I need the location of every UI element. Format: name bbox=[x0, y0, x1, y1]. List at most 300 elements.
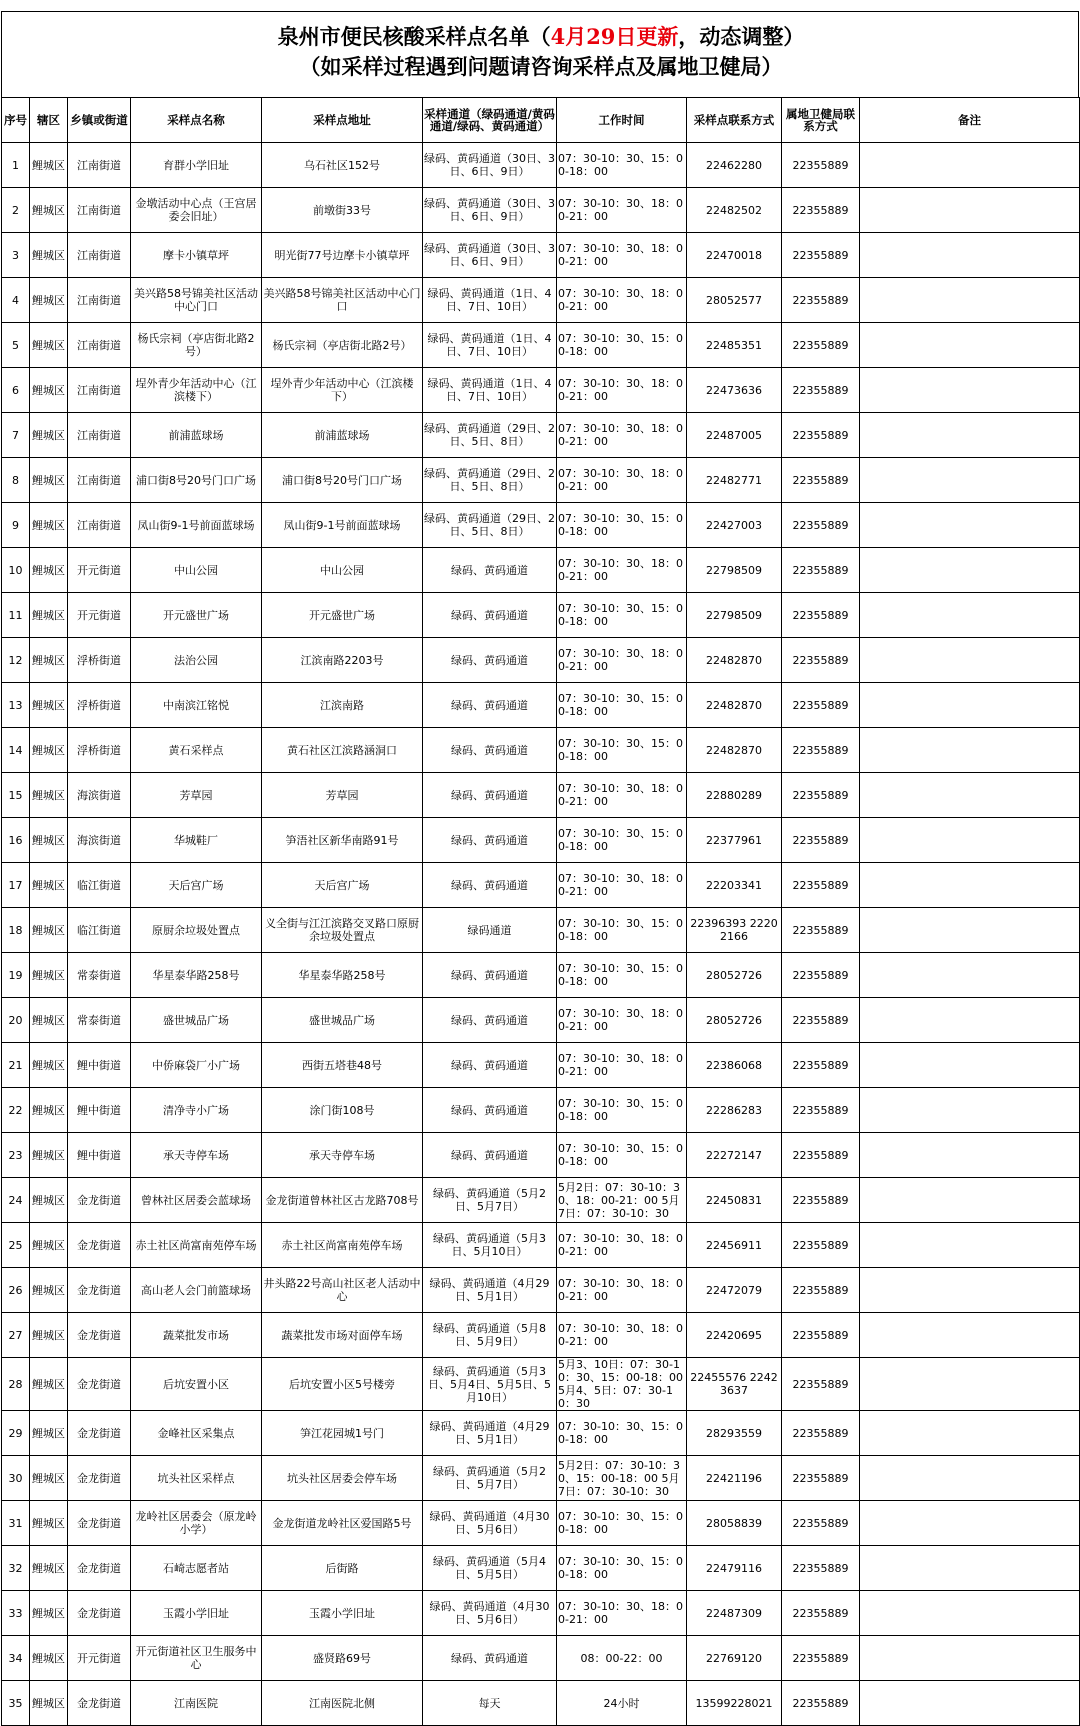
cell-site-name: 金墩活动中心点（王宫居委会旧址） bbox=[131, 188, 262, 233]
cell-remark bbox=[860, 953, 1080, 998]
cell-site-name: 天后宫广场 bbox=[131, 863, 262, 908]
header-hours: 工作时间 bbox=[557, 98, 687, 143]
cell-no: 19 bbox=[2, 953, 30, 998]
cell-hours: 07：30-10：30、15：00-18：00 bbox=[557, 728, 687, 773]
table-header-row bbox=[2, 98, 1080, 143]
cell-address: 义全街与江江滨路交叉路口原厨余垃圾处置点 bbox=[262, 908, 423, 953]
cell-district: 鲤城区 bbox=[30, 548, 68, 593]
cell-contact: 22456911 bbox=[687, 1223, 782, 1268]
header-street: 乡镇或街道 bbox=[68, 98, 131, 143]
cell-channel: 绿码、黄码通道（29日、2日、5日、8日） bbox=[423, 458, 557, 503]
cell-site-name: 美兴路58号锦美社区活动中心门口 bbox=[131, 278, 262, 323]
cell-health-bureau: 22355889 bbox=[782, 728, 860, 773]
cell-address: 涂门街108号 bbox=[262, 1088, 423, 1133]
cell-site-name: 摩卡小镇草坪 bbox=[131, 233, 262, 278]
cell-channel: 绿码、黄码通道（29日、2日、5日、8日） bbox=[423, 413, 557, 458]
table-row bbox=[2, 773, 1080, 818]
cell-remark bbox=[860, 998, 1080, 1043]
cell-no: 18 bbox=[2, 908, 30, 953]
cell-hours: 5月3、10日：07：30-10：30、15：00-18：00 5月4、5日：07：30-10：30 bbox=[557, 1358, 687, 1411]
cell-no: 33 bbox=[2, 1591, 30, 1636]
cell-contact: 28052577 bbox=[687, 278, 782, 323]
cell-district: 鲤城区 bbox=[30, 1268, 68, 1313]
cell-street: 金龙街道 bbox=[68, 1268, 131, 1313]
cell-hours: 07：30-10：30、18：00-21：00 bbox=[557, 278, 687, 323]
cell-district: 鲤城区 bbox=[30, 458, 68, 503]
cell-street: 临江街道 bbox=[68, 863, 131, 908]
cell-contact: 28058839 bbox=[687, 1501, 782, 1546]
cell-contact: 22482502 bbox=[687, 188, 782, 233]
table-row bbox=[2, 1043, 1080, 1088]
cell-no: 23 bbox=[2, 1133, 30, 1178]
cell-district: 鲤城区 bbox=[30, 728, 68, 773]
cell-contact: 22798509 bbox=[687, 593, 782, 638]
cell-district: 鲤城区 bbox=[30, 1591, 68, 1636]
cell-channel: 绿码、黄码通道（1日、4日、7日、10日） bbox=[423, 323, 557, 368]
cell-address: 西街五塔巷48号 bbox=[262, 1043, 423, 1088]
cell-channel: 绿码、黄码通道（4月29日、5月1日） bbox=[423, 1411, 557, 1456]
cell-street: 江南街道 bbox=[68, 458, 131, 503]
cell-site-name: 赤土社区尚富南苑停车场 bbox=[131, 1223, 262, 1268]
cell-street: 江南街道 bbox=[68, 278, 131, 323]
table-row bbox=[2, 188, 1080, 233]
cell-health-bureau: 22355889 bbox=[782, 818, 860, 863]
cell-health-bureau: 22355889 bbox=[782, 188, 860, 233]
cell-contact: 28293559 bbox=[687, 1411, 782, 1456]
cell-site-name: 芳草园 bbox=[131, 773, 262, 818]
cell-remark bbox=[860, 908, 1080, 953]
cell-address: 美兴路58号锦美社区活动中心门口 bbox=[262, 278, 423, 323]
cell-health-bureau: 22355889 bbox=[782, 1223, 860, 1268]
cell-contact: 22482870 bbox=[687, 683, 782, 728]
cell-no: 11 bbox=[2, 593, 30, 638]
cell-health-bureau: 22355889 bbox=[782, 323, 860, 368]
cell-health-bureau: 22355889 bbox=[782, 1546, 860, 1591]
cell-address: 开元盛世广场 bbox=[262, 593, 423, 638]
header-address: 采样点地址 bbox=[262, 98, 423, 143]
cell-district: 鲤城区 bbox=[30, 503, 68, 548]
table-row bbox=[2, 683, 1080, 728]
cell-contact: 28052726 bbox=[687, 953, 782, 998]
cell-address: 华星泰华路258号 bbox=[262, 953, 423, 998]
cell-district: 鲤城区 bbox=[30, 818, 68, 863]
cell-street: 鲤中街道 bbox=[68, 1088, 131, 1133]
cell-health-bureau: 22355889 bbox=[782, 1501, 860, 1546]
table-row bbox=[2, 1358, 1080, 1411]
cell-remark bbox=[860, 188, 1080, 233]
cell-health-bureau: 22355889 bbox=[782, 1313, 860, 1358]
table-row bbox=[2, 908, 1080, 953]
table-row bbox=[2, 1636, 1080, 1681]
table-row bbox=[2, 548, 1080, 593]
table-row bbox=[2, 593, 1080, 638]
table-row bbox=[2, 863, 1080, 908]
cell-hours: 07：30-10：30、18：00-21：00 bbox=[557, 1223, 687, 1268]
cell-no: 12 bbox=[2, 638, 30, 683]
cell-address: 笋江花园城1号门 bbox=[262, 1411, 423, 1456]
cell-contact: 22386068 bbox=[687, 1043, 782, 1088]
cell-address: 金龙街道曾林社区古龙路708号 bbox=[262, 1178, 423, 1223]
cell-district: 鲤城区 bbox=[30, 908, 68, 953]
cell-district: 鲤城区 bbox=[30, 233, 68, 278]
cell-district: 鲤城区 bbox=[30, 1088, 68, 1133]
cell-contact: 22450831 bbox=[687, 1178, 782, 1223]
cell-site-name: 华星泰华路258号 bbox=[131, 953, 262, 998]
cell-hours: 07：30-10：30、18：00-21：00 bbox=[557, 1268, 687, 1313]
cell-street: 鲤中街道 bbox=[68, 1043, 131, 1088]
cell-site-name: 华城鞋厂 bbox=[131, 818, 262, 863]
cell-contact: 22487309 bbox=[687, 1591, 782, 1636]
cell-contact: 22479116 bbox=[687, 1546, 782, 1591]
cell-contact: 22462280 bbox=[687, 143, 782, 188]
cell-remark bbox=[860, 323, 1080, 368]
header-channel: 采样通道（绿码通道/黄码通道/绿码、黄码通道） bbox=[423, 98, 557, 143]
cell-site-name: 开元街道社区卫生服务中心 bbox=[131, 1636, 262, 1681]
cell-channel: 绿码、黄码通道（30日、3日、6日、9日） bbox=[423, 188, 557, 233]
cell-hours: 07：30-10：30、18：00-21：00 bbox=[557, 998, 687, 1043]
cell-site-name: 玉霞小学旧址 bbox=[131, 1591, 262, 1636]
cell-address: 埕外青少年活动中心（江滨楼下） bbox=[262, 368, 423, 413]
cell-remark bbox=[860, 1223, 1080, 1268]
cell-channel: 绿码、黄码通道（4月30日、5月6日） bbox=[423, 1591, 557, 1636]
cell-district: 鲤城区 bbox=[30, 323, 68, 368]
table-row bbox=[2, 368, 1080, 413]
cell-channel: 绿码、黄码通道（1日、4日、7日、10日） bbox=[423, 368, 557, 413]
cell-health-bureau: 22355889 bbox=[782, 953, 860, 998]
cell-street: 江南街道 bbox=[68, 413, 131, 458]
cell-district: 鲤城区 bbox=[30, 188, 68, 233]
cell-hours: 07：30-10：30、18：00-21：00 bbox=[557, 548, 687, 593]
cell-health-bureau: 22355889 bbox=[782, 1591, 860, 1636]
cell-remark bbox=[860, 1546, 1080, 1591]
table-row bbox=[2, 143, 1080, 188]
cell-street: 开元街道 bbox=[68, 548, 131, 593]
cell-address: 赤土社区尚富南苑停车场 bbox=[262, 1223, 423, 1268]
cell-district: 鲤城区 bbox=[30, 143, 68, 188]
cell-no: 8 bbox=[2, 458, 30, 503]
cell-site-name: 曾林社区居委会蓝球场 bbox=[131, 1178, 262, 1223]
cell-no: 20 bbox=[2, 998, 30, 1043]
cell-contact: 22420695 bbox=[687, 1313, 782, 1358]
cell-health-bureau: 22355889 bbox=[782, 1043, 860, 1088]
cell-address: 杨氏宗祠（亭店街北路2号） bbox=[262, 323, 423, 368]
cell-no: 13 bbox=[2, 683, 30, 728]
table-row bbox=[2, 728, 1080, 773]
cell-address: 后坑安置小区5号楼旁 bbox=[262, 1358, 423, 1411]
cell-health-bureau: 22355889 bbox=[782, 998, 860, 1043]
sampling-sites-table bbox=[1, 97, 1080, 1726]
cell-district: 鲤城区 bbox=[30, 953, 68, 998]
header-no: 序号 bbox=[2, 98, 30, 143]
cell-remark bbox=[860, 368, 1080, 413]
cell-no: 9 bbox=[2, 503, 30, 548]
cell-street: 临江街道 bbox=[68, 908, 131, 953]
cell-remark bbox=[860, 1501, 1080, 1546]
cell-no: 31 bbox=[2, 1501, 30, 1546]
cell-contact: 22485351 bbox=[687, 323, 782, 368]
cell-contact: 22286283 bbox=[687, 1088, 782, 1133]
cell-district: 鲤城区 bbox=[30, 413, 68, 458]
cell-address: 盛世城品广场 bbox=[262, 998, 423, 1043]
cell-no: 30 bbox=[2, 1456, 30, 1501]
cell-district: 鲤城区 bbox=[30, 638, 68, 683]
cell-health-bureau: 22355889 bbox=[782, 1456, 860, 1501]
cell-contact: 22396393 22202166 bbox=[687, 908, 782, 953]
cell-health-bureau: 22355889 bbox=[782, 278, 860, 323]
table-body bbox=[2, 143, 1080, 1726]
cell-district: 鲤城区 bbox=[30, 593, 68, 638]
cell-channel: 每天 bbox=[423, 1681, 557, 1726]
cell-channel: 绿码、黄码通道 bbox=[423, 1133, 557, 1178]
cell-no: 17 bbox=[2, 863, 30, 908]
cell-hours: 07：30-10：30、18：00-21：00 bbox=[557, 1313, 687, 1358]
cell-remark bbox=[860, 458, 1080, 503]
cell-street: 江南街道 bbox=[68, 233, 131, 278]
cell-hours: 24小时 bbox=[557, 1681, 687, 1726]
cell-street: 金龙街道 bbox=[68, 1591, 131, 1636]
cell-contact: 22482771 bbox=[687, 458, 782, 503]
cell-remark bbox=[860, 638, 1080, 683]
cell-health-bureau: 22355889 bbox=[782, 863, 860, 908]
cell-remark bbox=[860, 413, 1080, 458]
table-row bbox=[2, 323, 1080, 368]
cell-address: 芳草园 bbox=[262, 773, 423, 818]
cell-channel: 绿码、黄码通道（4月30日、5月6日） bbox=[423, 1501, 557, 1546]
table-row bbox=[2, 998, 1080, 1043]
cell-district: 鲤城区 bbox=[30, 1636, 68, 1681]
cell-no: 1 bbox=[2, 143, 30, 188]
table-row bbox=[2, 953, 1080, 998]
cell-health-bureau: 22355889 bbox=[782, 1088, 860, 1133]
header-health-bureau: 属地卫健局联系方式 bbox=[782, 98, 860, 143]
cell-remark bbox=[860, 863, 1080, 908]
cell-remark bbox=[860, 1456, 1080, 1501]
cell-street: 常泰街道 bbox=[68, 953, 131, 998]
cell-no: 35 bbox=[2, 1681, 30, 1726]
cell-remark bbox=[860, 1358, 1080, 1411]
cell-street: 江南街道 bbox=[68, 368, 131, 413]
cell-health-bureau: 22355889 bbox=[782, 1358, 860, 1411]
cell-health-bureau: 22355889 bbox=[782, 1636, 860, 1681]
cell-contact: 22272147 bbox=[687, 1133, 782, 1178]
cell-address: 承天寺停车场 bbox=[262, 1133, 423, 1178]
cell-remark bbox=[860, 548, 1080, 593]
cell-contact: 22769120 bbox=[687, 1636, 782, 1681]
cell-site-name: 金峰社区采集点 bbox=[131, 1411, 262, 1456]
cell-channel: 绿码、黄码通道（5月2日、5月7日） bbox=[423, 1456, 557, 1501]
cell-contact: 22421196 bbox=[687, 1456, 782, 1501]
cell-address: 浦口街8号20号门口广场 bbox=[262, 458, 423, 503]
cell-address: 乌石社区152号 bbox=[262, 143, 423, 188]
cell-hours: 07：30-10：30、15：00-18：00 bbox=[557, 143, 687, 188]
cell-channel: 绿码、黄码通道（29日、2日、5日、8日） bbox=[423, 503, 557, 548]
cell-district: 鲤城区 bbox=[30, 773, 68, 818]
cell-street: 金龙街道 bbox=[68, 1178, 131, 1223]
cell-hours: 07：30-10：30、15：00-18：00 bbox=[557, 593, 687, 638]
cell-channel: 绿码、黄码通道 bbox=[423, 953, 557, 998]
cell-hours: 07：30-10：30、18：00-21：00 bbox=[557, 233, 687, 278]
cell-remark bbox=[860, 1043, 1080, 1088]
cell-site-name: 龙岭社区居委会（原龙岭小学） bbox=[131, 1501, 262, 1546]
cell-health-bureau: 22355889 bbox=[782, 458, 860, 503]
header-remark: 备注 bbox=[860, 98, 1080, 143]
cell-channel: 绿码、黄码通道（30日、3日、6日、9日） bbox=[423, 143, 557, 188]
cell-address: 盛贤路69号 bbox=[262, 1636, 423, 1681]
cell-street: 金龙街道 bbox=[68, 1546, 131, 1591]
cell-remark bbox=[860, 1591, 1080, 1636]
cell-remark bbox=[860, 1411, 1080, 1456]
cell-no: 16 bbox=[2, 818, 30, 863]
cell-channel: 绿码、黄码通道 bbox=[423, 638, 557, 683]
header-site-name: 采样点名称 bbox=[131, 98, 262, 143]
cell-street: 开元街道 bbox=[68, 593, 131, 638]
cell-remark bbox=[860, 593, 1080, 638]
cell-contact: 22377961 bbox=[687, 818, 782, 863]
cell-street: 金龙街道 bbox=[68, 1501, 131, 1546]
cell-site-name: 承天寺停车场 bbox=[131, 1133, 262, 1178]
cell-district: 鲤城区 bbox=[30, 1456, 68, 1501]
cell-health-bureau: 22355889 bbox=[782, 1133, 860, 1178]
cell-address: 中山公园 bbox=[262, 548, 423, 593]
cell-district: 鲤城区 bbox=[30, 368, 68, 413]
cell-site-name: 石崎志愿者站 bbox=[131, 1546, 262, 1591]
cell-address: 井头路22号高山社区老人活动中心 bbox=[262, 1268, 423, 1313]
cell-site-name: 坑头社区采样点 bbox=[131, 1456, 262, 1501]
cell-health-bureau: 22355889 bbox=[782, 233, 860, 278]
table-row bbox=[2, 1411, 1080, 1456]
cell-remark bbox=[860, 1178, 1080, 1223]
table-row bbox=[2, 1681, 1080, 1726]
cell-district: 鲤城区 bbox=[30, 1411, 68, 1456]
cell-channel: 绿码、黄码通道（5月3日、5月10日） bbox=[423, 1223, 557, 1268]
table-row bbox=[2, 1133, 1080, 1178]
cell-address: 玉霞小学旧址 bbox=[262, 1591, 423, 1636]
cell-remark bbox=[860, 143, 1080, 188]
cell-hours: 07：30-10：30、15：00-18：00 bbox=[557, 908, 687, 953]
cell-no: 10 bbox=[2, 548, 30, 593]
cell-health-bureau: 22355889 bbox=[782, 548, 860, 593]
page-title bbox=[2, 24, 1080, 50]
cell-channel: 绿码、黄码通道 bbox=[423, 1043, 557, 1088]
cell-site-name: 盛世城品广场 bbox=[131, 998, 262, 1043]
cell-district: 鲤城区 bbox=[30, 1043, 68, 1088]
table-row bbox=[2, 1313, 1080, 1358]
cell-hours: 07：30-10：30、18：00-21：00 bbox=[557, 638, 687, 683]
cell-no: 3 bbox=[2, 233, 30, 278]
cell-hours: 07：30-10：30、18：00-21：00 bbox=[557, 368, 687, 413]
cell-hours: 07：30-10：30、18：00-21：00 bbox=[557, 773, 687, 818]
cell-hours: 07：30-10：30、18：00-21：00 bbox=[557, 188, 687, 233]
table-row bbox=[2, 1268, 1080, 1313]
cell-site-name: 黄石采样点 bbox=[131, 728, 262, 773]
title-block bbox=[1, 11, 1079, 97]
cell-address: 江南医院北侧 bbox=[262, 1681, 423, 1726]
table-row bbox=[2, 278, 1080, 323]
cell-remark bbox=[860, 1313, 1080, 1358]
cell-site-name: 法治公园 bbox=[131, 638, 262, 683]
cell-hours: 07：30-10：30、15：00-18：00 bbox=[557, 1501, 687, 1546]
cell-remark bbox=[860, 1636, 1080, 1681]
table-row bbox=[2, 503, 1080, 548]
cell-district: 鲤城区 bbox=[30, 1358, 68, 1411]
cell-remark bbox=[860, 503, 1080, 548]
cell-remark bbox=[860, 728, 1080, 773]
cell-district: 鲤城区 bbox=[30, 1501, 68, 1546]
cell-site-name: 埕外青少年活动中心（江滨楼下） bbox=[131, 368, 262, 413]
cell-no: 6 bbox=[2, 368, 30, 413]
cell-street: 常泰街道 bbox=[68, 998, 131, 1043]
cell-health-bureau: 22355889 bbox=[782, 1411, 860, 1456]
cell-hours: 07：30-10：30、15：00-18：00 bbox=[557, 953, 687, 998]
table-row bbox=[2, 1591, 1080, 1636]
cell-site-name: 中山公园 bbox=[131, 548, 262, 593]
cell-address: 天后宫广场 bbox=[262, 863, 423, 908]
cell-channel: 绿码、黄码通道（1日、4日、7日、10日） bbox=[423, 278, 557, 323]
cell-district: 鲤城区 bbox=[30, 1223, 68, 1268]
cell-remark bbox=[860, 683, 1080, 728]
cell-site-name: 育群小学旧址 bbox=[131, 143, 262, 188]
cell-channel: 绿码、黄码通道 bbox=[423, 728, 557, 773]
cell-street: 金龙街道 bbox=[68, 1358, 131, 1411]
cell-remark bbox=[860, 278, 1080, 323]
header-district: 辖区 bbox=[30, 98, 68, 143]
cell-district: 鲤城区 bbox=[30, 1546, 68, 1591]
cell-district: 鲤城区 bbox=[30, 1178, 68, 1223]
cell-street: 江南街道 bbox=[68, 503, 131, 548]
cell-channel: 绿码、黄码通道 bbox=[423, 593, 557, 638]
cell-hours: 07：30-10：30、18：00-21：00 bbox=[557, 413, 687, 458]
cell-no: 5 bbox=[2, 323, 30, 368]
cell-hours: 07：30-10：30、18：00-21：00 bbox=[557, 458, 687, 503]
cell-channel: 绿码、黄码通道 bbox=[423, 863, 557, 908]
table-row bbox=[2, 1456, 1080, 1501]
cell-district: 鲤城区 bbox=[30, 1313, 68, 1358]
cell-street: 浮桥街道 bbox=[68, 638, 131, 683]
cell-contact: 22470018 bbox=[687, 233, 782, 278]
cell-contact: 28052726 bbox=[687, 998, 782, 1043]
cell-contact: 22482870 bbox=[687, 728, 782, 773]
cell-street: 浮桥街道 bbox=[68, 728, 131, 773]
cell-address: 蔬菜批发市场对面停车场 bbox=[262, 1313, 423, 1358]
cell-no: 7 bbox=[2, 413, 30, 458]
cell-hours: 07：30-10：30、15：00-18：00 bbox=[557, 1133, 687, 1178]
cell-no: 15 bbox=[2, 773, 30, 818]
cell-channel: 绿码通道 bbox=[423, 908, 557, 953]
cell-street: 金龙街道 bbox=[68, 1313, 131, 1358]
cell-channel: 绿码、黄码通道 bbox=[423, 1088, 557, 1133]
cell-street: 海滨街道 bbox=[68, 773, 131, 818]
cell-no: 28 bbox=[2, 1358, 30, 1411]
cell-address: 金龙街道龙岭社区爱国路5号 bbox=[262, 1501, 423, 1546]
cell-remark bbox=[860, 1681, 1080, 1726]
cell-street: 江南街道 bbox=[68, 188, 131, 233]
table-row bbox=[2, 638, 1080, 683]
title-text-start: 泉州市便民核酸采样点名单（ bbox=[277, 24, 551, 49]
cell-health-bureau: 22355889 bbox=[782, 413, 860, 458]
cell-remark bbox=[860, 1268, 1080, 1313]
cell-site-name: 中侨麻袋厂小广场 bbox=[131, 1043, 262, 1088]
table-row bbox=[2, 1501, 1080, 1546]
cell-hours: 07：30-10：30、18：00-21：00 bbox=[557, 1591, 687, 1636]
cell-no: 22 bbox=[2, 1088, 30, 1133]
cell-site-name: 开元盛世广场 bbox=[131, 593, 262, 638]
header-contact: 采样点联系方式 bbox=[687, 98, 782, 143]
cell-no: 2 bbox=[2, 188, 30, 233]
cell-channel: 绿码、黄码通道（4月29日、5月1日） bbox=[423, 1268, 557, 1313]
cell-hours: 07：30-10：30、15：00-18：00 bbox=[557, 1411, 687, 1456]
cell-health-bureau: 22355889 bbox=[782, 773, 860, 818]
cell-site-name: 江南医院 bbox=[131, 1681, 262, 1726]
